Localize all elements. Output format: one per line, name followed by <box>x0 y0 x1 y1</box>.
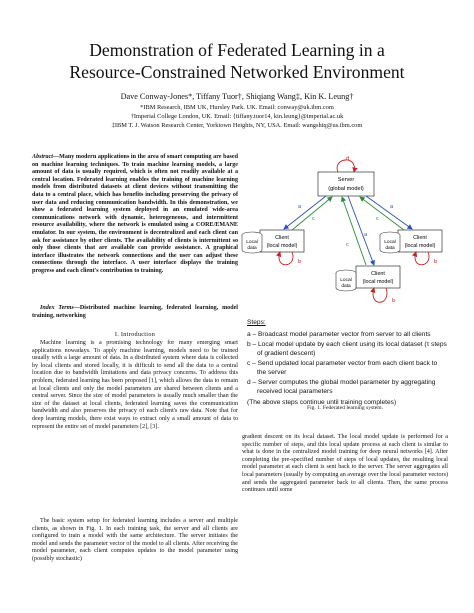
client-label-right: Client <box>413 235 427 241</box>
intro-paragraph-3 <box>242 434 448 495</box>
upload-arrow-right <box>360 197 404 230</box>
server-label: Server <box>337 177 355 183</box>
data-sublabel-right: data <box>385 246 395 251</box>
upload-arrow-left <box>292 197 332 230</box>
abstract <box>32 154 238 276</box>
figure-caption: Fig. 1. Federated learning system. <box>307 405 383 411</box>
local-update-loop-right <box>415 252 429 265</box>
intro-paragraph-2 <box>32 518 238 564</box>
edge-label-c-bottom: c <box>346 242 349 248</box>
step-b: b – Local model update by each client using its local dataset (τ steps of gradient descent) <box>247 341 447 357</box>
client-sublabel-right: (local model) <box>404 243 436 249</box>
steps-legend <box>247 318 447 407</box>
steps-note: (The above steps continue until training completes) <box>247 399 397 406</box>
edge-label-a-bottom: a <box>364 232 368 238</box>
data-sublabel-bottom: data <box>341 284 351 289</box>
section-heading-introduction: I. Introduction <box>114 331 156 338</box>
server-sublabel: (global model) <box>328 186 364 192</box>
intro-paragraph-3-text: gradient descent on its local dataset. The local model update is performed for a specific number of steps, and this local update process at each client is similar to what is done in the centralized model training for deep neural networks [4]. After completing the pre-specified number of steps of local updates, the resulting local model parameter at each client is sent back to the server. The server aggregates all local parameters (usually by computing an average over the local parameter vectors) and sends the aggregated parameter back to all clients. Then, the same process continues until some <box>242 434 448 494</box>
intro-paragraph-1-text: Machine learning is a promising technology for many emerging smart applications nowadays. To apply machine learning, models need to be trained usually with a large amount of data. In a distributed system where data is collected by local clients and stored locally, it is difficult to send all the data to a central location due to bandwidth limitations and data privacy concerns. To address this problem, federated learning has been proposed [1], which allows the data to remain at local clients and only the model parameters are shared between clients and a central server. Since the size of model parameters is usually much smaller than the size of the dataset at local clients, federated learning saves the communication bandwidth and also preserves the privacy of each client's raw data. Note that for deep learning models, there exist ways to extract only a small amount of data to represent the entire set of model parameters [2], [3]. <box>32 340 238 430</box>
affiliation-ibm-watson: ‡IBM T. J. Watson Research Center, Yorktown Heights, NY, USA. Email: wangshiq@us.ibm.com <box>111 122 363 129</box>
edge-label-a-left: a <box>298 204 302 210</box>
client-sublabel-bottom: (local model) <box>362 279 394 285</box>
data-label-right: Local <box>384 240 396 245</box>
edge-label-c-right: c <box>376 216 379 222</box>
edge-label-d: d <box>346 156 350 162</box>
step-d: d – Server computes the global model parameter by aggregating received local parameters <box>247 379 436 395</box>
local-update-loop-bottom <box>373 288 387 302</box>
federated-learning-diagram <box>240 150 452 315</box>
abstract-label: Abstract <box>32 154 53 160</box>
edge-label-b-right: b <box>434 259 438 265</box>
broadcast-arrow-right <box>366 196 412 229</box>
author-list: Dave Conway-Jones*, Tiffany Tuor†, Shiqiang Wang‡, Kin K. Leung† <box>120 92 354 101</box>
edge-label-c-left: c <box>312 216 315 222</box>
client-sublabel-left: (local model) <box>266 243 298 249</box>
abstract-text: —Many modern applications in the area of smart computing are based on machine learning techniques. To train machine learning models, a large amount of data is usually required, which is often not readily available at a central location. Federated learning enables the training of machine learning models from distributed datasets at client devices without transmitting the data to a central place, which has benefits including preserving the privacy of user data and reducing communication bandwidth. In this demonstration, we show a federated learning system deployed in an emulated wide-area communications network with dynamic, heterogeneous, and intermittent resource availability, where the network is emulated using a CORE/EMANE emulator. In our system, the environment is decentralized and each client can ask for assistance by other clients. The availability of clients is intermittent so only those clients that are available can provide assistance. A graphical interface illustrates the network connections and the user can adjust these connections through the interface. A user interface displays the training progress and each client's contribution to training. <box>32 154 238 274</box>
index-terms-label: Index Terms <box>40 305 74 311</box>
intro-paragraph-2-text: The basic system setup for federated learning includes a server and multiple clients, as shown in Fig. 1. In each training task, the server and all clients are configured to train a model with the same architecture. The server initiates the model and sends the parameter vector of the model to all clients. After receiving the model parameter, each client computes updates to the model parameter using (possibly stochastic) <box>32 518 238 562</box>
intro-paragraph-1 <box>32 340 238 431</box>
data-label-bottom: Local <box>340 278 352 283</box>
client-label-left: Client <box>275 235 289 241</box>
step-c: c – Send updated local parameter vector from each client back to the server <box>247 360 438 376</box>
affiliation-ibm-uk: *IBM Research, IBM UK, Hursley Park. UK. Email: conway@uk.ibm.com <box>140 104 334 111</box>
server-node <box>318 172 374 196</box>
local-update-loop-left <box>279 252 293 265</box>
edge-label-b-left: b <box>298 259 302 265</box>
broadcast-arrow-left <box>284 196 326 229</box>
data-label-left: Local <box>246 240 258 245</box>
steps-heading: Steps: <box>247 319 266 326</box>
index-terms <box>32 305 238 320</box>
client-label-bottom: Client <box>371 271 385 277</box>
edge-label-a-right: a <box>390 204 394 210</box>
data-sublabel-left: data <box>247 246 257 251</box>
upload-arrow-bottom <box>342 197 366 265</box>
affiliation-imperial: †Imperial College London, UK. Email: {tiffany.tuor14, kin.leung}@imperial.ac.uk <box>130 113 344 120</box>
paper-title-line-1: Demonstration of Federated Learning in a <box>89 40 385 60</box>
index-terms-text: —Distributed machine learning, federated learning, model training, networking <box>32 305 238 319</box>
step-a: a – Broadcast model parameter vector from server to all clients <box>247 331 431 338</box>
paper-title-line-2: Resource-Constrained Networked Environment <box>69 62 405 82</box>
broadcast-arrow-bottom <box>348 196 374 265</box>
edge-label-b-bottom: b <box>392 298 396 304</box>
